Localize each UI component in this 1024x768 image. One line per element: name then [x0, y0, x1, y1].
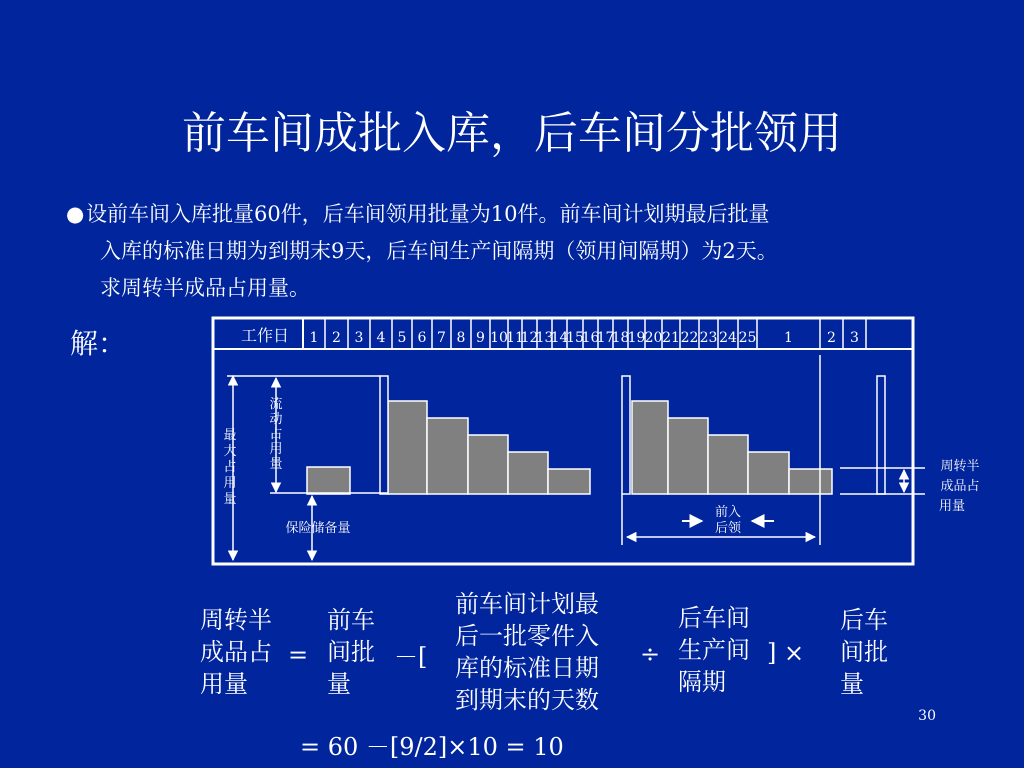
inventory-bars: [307, 376, 885, 494]
workday-cell: 4: [376, 330, 386, 346]
formula-minus-bracket: －[: [394, 643, 428, 671]
workday-cell: 13: [535, 330, 554, 346]
formula-term-batch-line: 间批: [327, 638, 375, 666]
workday-cell: 10: [490, 330, 508, 346]
formula-term-days-line: 后一批零件入: [455, 622, 599, 650]
max-stock-label-char: 最: [223, 428, 237, 443]
max-stock-label-char: 大: [223, 444, 237, 459]
formula-term-days-line: 库的标准日期: [455, 654, 599, 682]
formula-term-batch2-line: 间批: [840, 638, 888, 666]
bullet-icon: ●: [66, 202, 85, 226]
workday-cell: 1: [784, 330, 793, 346]
workday-cell: 19: [627, 330, 646, 346]
gap-label-line-1: 前入: [714, 505, 742, 520]
formula-term-batch2-line: 后车: [840, 606, 888, 634]
inventory-bar: [468, 435, 508, 494]
max-stock-label-char: 占: [223, 460, 237, 475]
inventory-bar: [548, 469, 590, 494]
workday-cell: 15: [566, 330, 584, 346]
formula-term-interval-line: 生产间: [678, 636, 750, 664]
formula-term-batch-line: 量: [327, 670, 351, 698]
formula-term-turnover-line: 用量: [200, 670, 248, 698]
workday-cells: [303, 318, 866, 349]
flow-stock-label-char: 占: [269, 427, 283, 442]
page-number: 30: [918, 708, 936, 724]
flow-stock-label-char: 流: [269, 397, 283, 412]
formula-term-interval-line: 后车间: [678, 604, 750, 632]
formula-term-days-line: 前车间计划最: [455, 590, 599, 618]
workday-cell: 20: [644, 330, 663, 346]
workday-label: 工作日: [240, 326, 290, 345]
inventory-bar: [708, 435, 748, 494]
inventory-bar: [789, 469, 832, 494]
workday-cell: 2: [332, 330, 341, 346]
flow-stock-label-char: 用: [269, 442, 283, 457]
workday-cell: 3: [354, 330, 364, 346]
formula-term-turnover-line: 成品占: [200, 638, 272, 666]
formula-equals: =: [288, 641, 309, 669]
workday-cell: 18: [611, 330, 630, 346]
workday-cell: 21: [662, 330, 680, 346]
formula-term-batch2-line: 量: [840, 670, 864, 698]
workday-cell: 1: [309, 330, 319, 346]
inventory-bar: [632, 401, 668, 494]
workday-cell: 24: [719, 330, 737, 346]
formula-term-interval: [678, 602, 750, 698]
workday-cell: 7: [437, 330, 446, 346]
formula-result: = 60 －[9/2]×10 = 10: [300, 733, 564, 761]
page-title: 前车间成批入库，后车间分批领用: [182, 108, 842, 159]
workday-cell: 6: [417, 330, 427, 346]
formula-term-interval-line: 隔期: [678, 668, 726, 696]
formula-term-batch: [327, 604, 375, 700]
formula-term-days-line: 到期末的天数: [455, 686, 599, 714]
turnover-label-line-3: 用量: [938, 499, 966, 514]
formula-term-batch-line: 前车: [327, 606, 375, 634]
problem-line-1: 设前车间入库批量60件，后车间领用批量为10件。前车间计划期最后批量: [86, 202, 770, 226]
safety-stock-label: 保险储备量: [285, 521, 351, 536]
gap-label-line-2: 后领: [714, 521, 742, 536]
inventory-bar: [668, 418, 708, 494]
inventory-bar: [508, 452, 548, 494]
workday-cell: 17: [596, 330, 615, 346]
batch-receipt-bar: [877, 376, 885, 494]
turnover-label-line-2: 成品占: [940, 479, 980, 494]
problem-line-2: 入库的标准日期为到期末9天，后车间生产间隔期（领用间隔期）为2天。: [100, 239, 778, 263]
batch-receipt-bar: [380, 376, 388, 494]
turnover-label-line-1: 周转半: [940, 459, 980, 474]
batch-receipt-bar: [622, 376, 630, 494]
workday-cell: 14: [550, 330, 569, 346]
flow-stock-label-char: 量: [269, 457, 283, 472]
formula-term-days: [455, 588, 599, 716]
inventory-bar: [748, 452, 789, 494]
workday-cell: 12: [520, 330, 539, 346]
formula-term-turnover-line: 周转半: [200, 606, 272, 634]
workday-cell: 16: [581, 330, 600, 346]
formula-close-times: ] ×: [767, 639, 805, 667]
workday-cell: 23: [699, 330, 718, 346]
workday-cell: 5: [397, 330, 407, 346]
inventory-bar: [427, 418, 468, 494]
workday-cell: 2: [827, 330, 836, 346]
workday-cell: 25: [738, 330, 757, 346]
formula-term-batch2: [840, 604, 888, 700]
workday-cell: 22: [680, 330, 699, 346]
max-stock-label-char: 用: [223, 476, 237, 491]
problem-line-3: 求周转半成品占用量。: [100, 276, 310, 300]
flow-stock-label-char: 动: [269, 412, 283, 427]
max-stock-label-char: 量: [223, 492, 237, 507]
workday-cell: 3: [850, 330, 859, 346]
inventory-bar: [307, 467, 350, 494]
formula-term-turnover: [200, 604, 272, 700]
workday-cell: 8: [456, 330, 466, 346]
workday-cell: 11: [506, 330, 524, 346]
solution-label: 解：: [70, 327, 127, 360]
inventory-bar: [388, 401, 427, 494]
formula-divide: ÷: [640, 640, 661, 668]
workday-cell: 9: [476, 330, 485, 346]
